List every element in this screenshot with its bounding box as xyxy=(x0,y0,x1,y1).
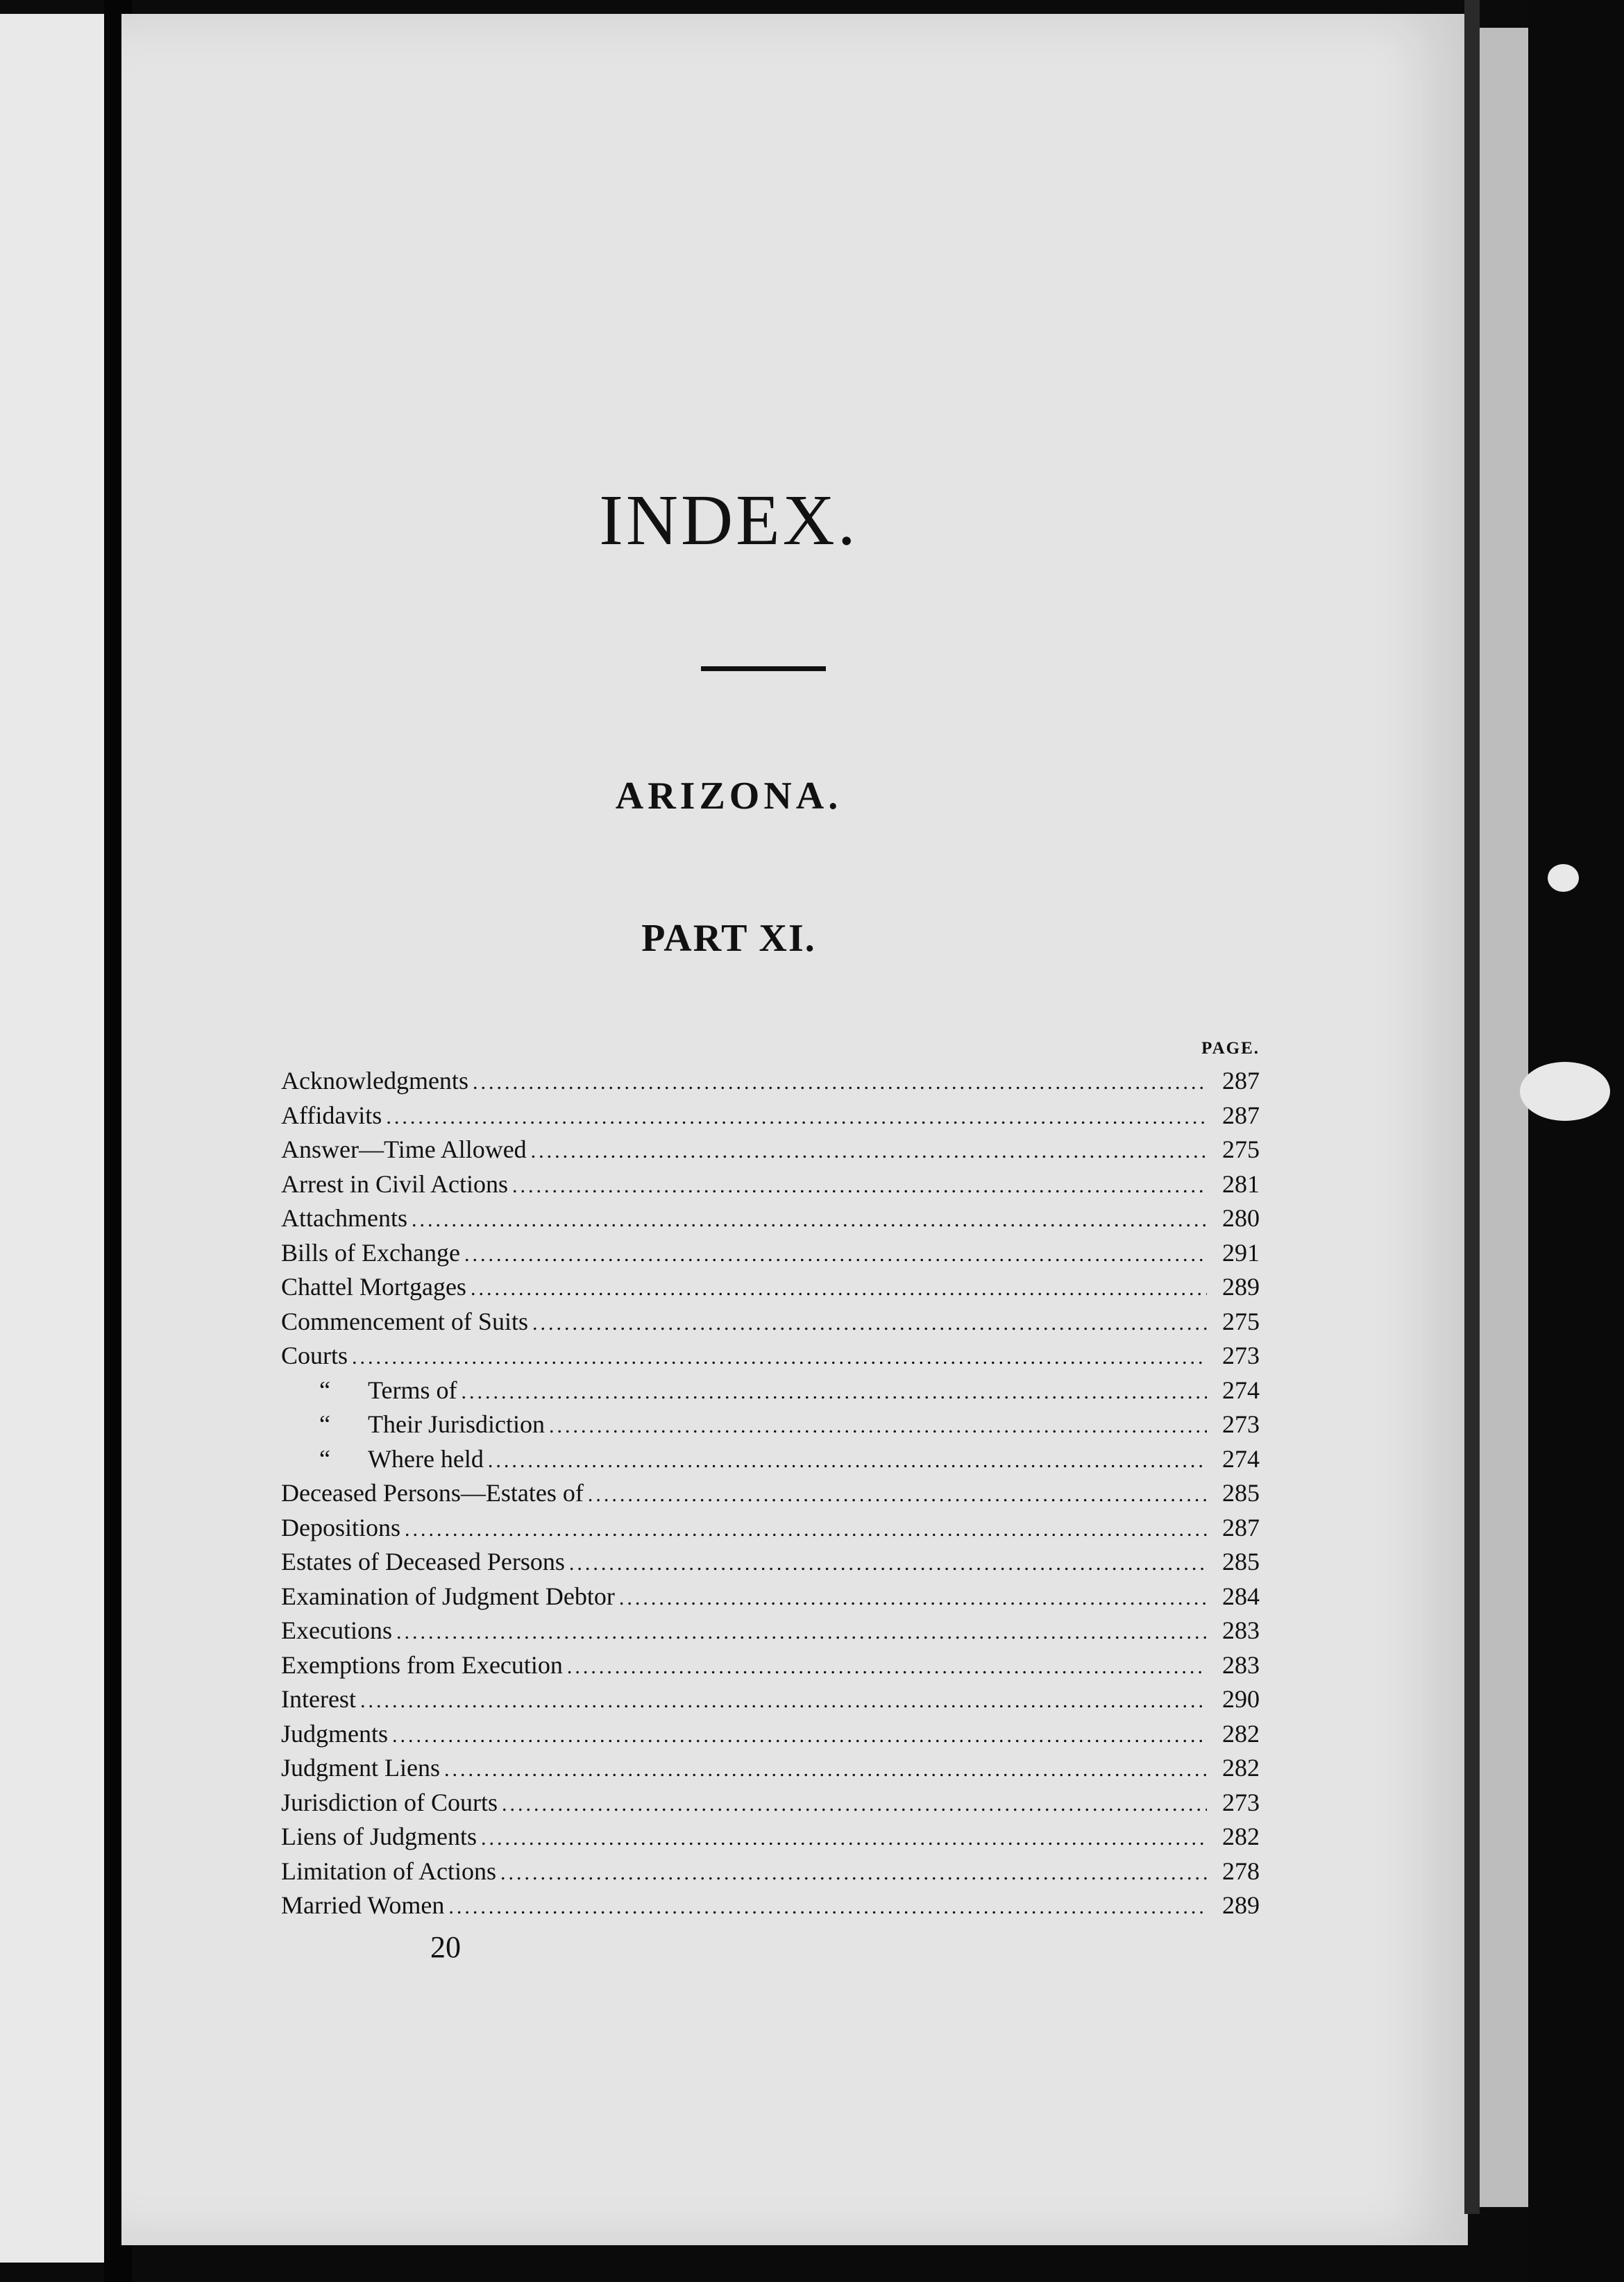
index-entry-label xyxy=(281,1820,477,1854)
index-entry-text: Limitation of Actions xyxy=(281,1857,496,1885)
index-entry-label xyxy=(281,1339,348,1374)
dot-leader xyxy=(488,1444,1207,1478)
dot-leader xyxy=(412,1203,1207,1237)
dot-leader xyxy=(549,1409,1207,1444)
index-entry-text: Answer—Time Allowed xyxy=(281,1135,527,1163)
dot-leader xyxy=(481,1821,1207,1856)
index-entry-page: 282 xyxy=(1222,1719,1260,1748)
index-entry-text: Exemptions from Execution xyxy=(281,1650,563,1679)
index-entry-page: 278 xyxy=(1222,1857,1260,1885)
index-entry-text: Where held xyxy=(368,1444,484,1473)
index-entry xyxy=(281,1064,1260,1099)
index-entry-label xyxy=(281,1511,400,1546)
index-entry-text: Deceased Persons—Estates of xyxy=(281,1479,584,1507)
index-entry-page: 274 xyxy=(1222,1376,1260,1404)
index-entry-page: 282 xyxy=(1222,1754,1260,1782)
index-entry-page: 275 xyxy=(1222,1135,1260,1163)
index-entry-label xyxy=(281,1442,484,1477)
dot-leader xyxy=(444,1752,1207,1787)
dot-leader xyxy=(567,1650,1207,1684)
index-entry-text: Commencement of Suits xyxy=(281,1307,528,1335)
index-entry-page: 285 xyxy=(1222,1479,1260,1507)
index-entry xyxy=(281,1442,1260,1477)
index-entry-page: 275 xyxy=(1222,1307,1260,1335)
index-entry xyxy=(281,1717,1260,1752)
scan-speck xyxy=(1548,864,1579,892)
index-entry-page: 287 xyxy=(1222,1513,1260,1541)
dot-leader xyxy=(386,1100,1207,1135)
dot-leader xyxy=(360,1684,1207,1718)
index-entry xyxy=(281,1099,1260,1133)
index-entry xyxy=(281,1476,1260,1511)
index-entry-page: 289 xyxy=(1222,1891,1260,1919)
title-rule xyxy=(701,666,826,671)
index-entry-text: Jurisdiction of Courts xyxy=(281,1788,498,1816)
dot-leader xyxy=(588,1478,1207,1512)
index-entry-page: 273 xyxy=(1222,1788,1260,1816)
index-entry-text: Chattel Mortgages xyxy=(281,1273,466,1301)
index-entry-list xyxy=(281,1064,1260,1923)
index-entry-label xyxy=(281,1408,545,1442)
index-entry-label xyxy=(281,1374,457,1408)
ditto-mark: “ xyxy=(319,1410,330,1438)
index-entry-page: 273 xyxy=(1222,1342,1260,1369)
index-entry-text: Their Jurisdiction xyxy=(368,1410,545,1438)
scanner-background xyxy=(1528,0,1624,2282)
state-heading: ARIZONA. xyxy=(615,775,843,818)
dot-leader xyxy=(500,1856,1207,1891)
ditto-mark: “ xyxy=(319,1444,330,1473)
index-entry-text: Arrest in Civil Actions xyxy=(281,1169,508,1198)
dot-leader xyxy=(471,1271,1207,1306)
index-entry-text: Interest xyxy=(281,1685,356,1713)
index-entry-text: Bills of Exchange xyxy=(281,1238,460,1267)
index-entry-label xyxy=(281,1133,527,1167)
index-entry-page: 273 xyxy=(1222,1410,1260,1438)
scan-speck xyxy=(1520,1062,1610,1121)
index-entry-label xyxy=(281,1545,565,1580)
page-edge-shadow xyxy=(1464,0,1480,2214)
index-entry-label xyxy=(281,1854,496,1889)
dot-leader xyxy=(392,1718,1207,1753)
index-entry xyxy=(281,1751,1260,1786)
index-entry-text: Attachments xyxy=(281,1204,407,1232)
index-entry xyxy=(281,1270,1260,1305)
index-entry-page: 280 xyxy=(1222,1204,1260,1232)
dot-leader xyxy=(512,1169,1207,1203)
dot-leader xyxy=(532,1306,1207,1341)
index-entry-label xyxy=(281,1786,498,1820)
signature-mark: 20 xyxy=(430,1930,461,1964)
index-entry-label xyxy=(281,1614,392,1648)
index-entry-text: Terms of xyxy=(368,1376,457,1404)
index-entry-page: 281 xyxy=(1222,1169,1260,1198)
index-entry xyxy=(281,1339,1260,1374)
index-entry-text: Examination of Judgment Debtor xyxy=(281,1582,615,1610)
index-entry-label xyxy=(281,1888,444,1923)
index-entry-page: 287 xyxy=(1222,1101,1260,1129)
index-entry xyxy=(281,1374,1260,1408)
index-entry-label xyxy=(281,1064,468,1099)
page-column-label: PAGE. xyxy=(1201,1039,1260,1058)
index-entry-page: 282 xyxy=(1222,1823,1260,1850)
ditto-mark: “ xyxy=(319,1376,330,1404)
dot-leader xyxy=(531,1134,1207,1169)
index-entry xyxy=(281,1888,1260,1923)
index-entry-label xyxy=(281,1305,528,1339)
index-entry-text: Judgments xyxy=(281,1719,389,1748)
index-entry-label xyxy=(281,1751,440,1786)
index-entry xyxy=(281,1167,1260,1202)
index-entry-text: Acknowledgments xyxy=(281,1067,468,1094)
page-title: INDEX. xyxy=(599,480,858,560)
index-entry xyxy=(281,1648,1260,1683)
index-entry xyxy=(281,1305,1260,1339)
index-entry xyxy=(281,1786,1260,1820)
index-entry-label xyxy=(281,1648,563,1683)
dot-leader xyxy=(569,1546,1207,1581)
index-entry-label xyxy=(281,1580,615,1614)
index-entry-text: Depositions xyxy=(281,1513,401,1541)
index-entry xyxy=(281,1201,1260,1236)
dot-leader xyxy=(464,1237,1207,1272)
index-entry-page: 284 xyxy=(1222,1582,1260,1610)
index-entry-label xyxy=(281,1099,382,1133)
index-entry xyxy=(281,1511,1260,1546)
index-entry xyxy=(281,1854,1260,1889)
index-entry-page: 289 xyxy=(1222,1273,1260,1301)
index-entry-page: 291 xyxy=(1222,1238,1260,1267)
dot-leader xyxy=(352,1340,1207,1375)
part-heading: PART XI. xyxy=(641,917,816,960)
index-entry-page: 285 xyxy=(1222,1548,1260,1575)
index-entry-label xyxy=(281,1201,407,1236)
index-entry-text: Judgment Liens xyxy=(281,1754,440,1782)
index-entry-label xyxy=(281,1717,388,1752)
index-entry xyxy=(281,1614,1260,1648)
dot-leader xyxy=(473,1065,1207,1100)
index-entry-page: 287 xyxy=(1222,1067,1260,1094)
page-stack-edge xyxy=(1480,28,1528,2207)
dot-leader xyxy=(461,1375,1207,1410)
index-entry xyxy=(281,1133,1260,1167)
index-entry-label xyxy=(281,1236,460,1271)
left-page-edge xyxy=(0,14,104,2263)
dot-leader xyxy=(619,1581,1207,1616)
index-entry xyxy=(281,1236,1260,1271)
index-entry-page: 283 xyxy=(1222,1650,1260,1679)
index-entry-text: Married Women xyxy=(281,1891,445,1919)
index-entry-label xyxy=(281,1682,356,1717)
index-entry xyxy=(281,1408,1260,1442)
index-entry-label xyxy=(281,1167,508,1202)
index-entry xyxy=(281,1580,1260,1614)
index-entry-label xyxy=(281,1270,466,1305)
index-entry-page: 283 xyxy=(1222,1616,1260,1644)
index-entry xyxy=(281,1545,1260,1580)
index-entry-page: 290 xyxy=(1222,1685,1260,1713)
index-entry-text: Executions xyxy=(281,1616,392,1644)
index-entry-text: Liens of Judgments xyxy=(281,1823,477,1850)
index-entry-text: Affidavits xyxy=(281,1101,382,1129)
index-entry-text: Courts xyxy=(281,1342,348,1369)
index-entry xyxy=(281,1820,1260,1854)
index-entry-text: Estates of Deceased Persons xyxy=(281,1548,565,1575)
dot-leader xyxy=(502,1787,1207,1822)
index-entry xyxy=(281,1682,1260,1717)
dot-leader xyxy=(405,1512,1207,1547)
index-entry-label xyxy=(281,1476,584,1511)
dot-leader xyxy=(448,1890,1207,1925)
dot-leader xyxy=(396,1615,1207,1650)
index-entry-page: 274 xyxy=(1222,1444,1260,1473)
